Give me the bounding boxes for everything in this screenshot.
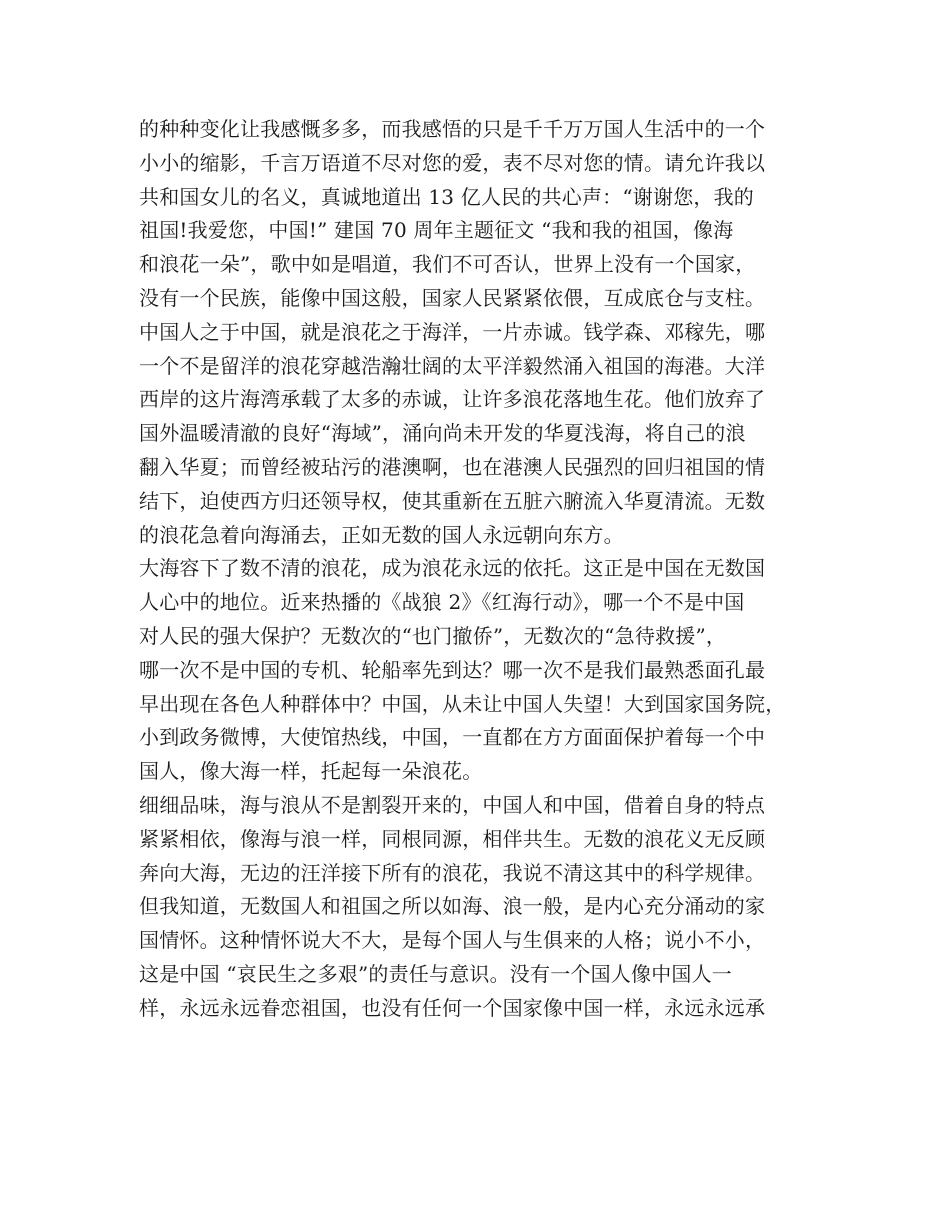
text-line: 祖国!我爱您，中国!” 建国 70 周年主题征文 “我和我的祖国，像海 bbox=[139, 218, 734, 243]
text-line: 翻入华夏；而曾经被玷污的港澳啊，也在港澳人民强烈的回归祖国的情 bbox=[139, 454, 766, 479]
text-line: 和浪花一朵”，歌中如是唱道，我们不可否认，世界上没有一个国家， bbox=[139, 252, 756, 277]
text-line: 一个不是留洋的浪花穿越浩瀚壮阔的太平洋毅然涌入祖国的海港。大洋 bbox=[139, 353, 766, 378]
text-line: 结下，迫使西方归还领导权，使其重新在五脏六腑流入华夏清流。无数 bbox=[139, 488, 766, 513]
text-line: 的浪花急着向海涌去，正如无数的国人永远朝向东方。 bbox=[139, 522, 624, 547]
text-line: 对人民的强大保护？无数次的“也门撤侨”，无数次的“急待救援”， bbox=[139, 623, 727, 648]
text-line: 的种种变化让我感慨多多，而我感悟的只是千千万万国人生活中的一个 bbox=[139, 117, 766, 141]
text-line: 中国人之于中国，就是浪花之于海洋，一片赤诚。钱学森、邓稼先，哪 bbox=[139, 319, 766, 344]
text-line: 细细品味，海与浪从不是割裂开来的，中国人和中国，借着自身的特点 bbox=[139, 792, 766, 817]
text-line: 小小的缩影，千言万语道不尽对您的爱，表不尽对您的情。请允许我以 bbox=[139, 150, 766, 175]
text-line: 样，永远永远眷恋祖国，也没有任何一个国家像中国一样，永远永远承 bbox=[139, 995, 766, 1020]
text-line: 国人，像大海一样，托起每一朵浪花。 bbox=[139, 759, 483, 784]
text-line: 这是中国 “哀民生之多艰”的责任与意识。没有一个国人像中国人一 bbox=[139, 961, 733, 986]
text-line: 小到政务微博，大使馆热线，中国，一直都在方方面面保护着每一个中 bbox=[139, 725, 766, 750]
text-line: 共和国女儿的名义，真诚地道出 13 亿人民的共心声：“谢谢您，我的 bbox=[139, 184, 754, 209]
text-line: 人心中的地位。近来热播的《战狼 2》《红海行动》，哪一个不是中国 bbox=[139, 590, 745, 615]
text-line: 西岸的这片海湾承载了太多的赤诚，让许多浪花落地生花。他们放弃了 bbox=[139, 387, 766, 412]
text-line: 但我知道，无数国人和祖国之所以如海、浪一般，是内心充分涌动的家 bbox=[139, 894, 766, 919]
text-line: 没有一个民族，能像中国这般，国家人民紧紧依偎，互成底仓与支柱。 bbox=[139, 285, 766, 310]
text-line: 国情怀。这种情怀说大不大，是每个国人与生俱来的人格；说小不小， bbox=[139, 928, 766, 953]
text-line: 紧紧相依，像海与浪一样，同根同源，相伴共生。无数的浪花义无反顾 bbox=[139, 826, 766, 851]
text-line: 奔向大海，无边的汪洋接下所有的浪花，我说不清这其中的科学规律。 bbox=[139, 860, 766, 885]
text-line: 国外温暖清澈的良好“海域”，涌向尚未开发的华夏浅海，将自己的浪 bbox=[139, 421, 746, 446]
text-line: 大海容下了数不清的浪花，成为浪花永远的依托。这正是中国在无数国 bbox=[139, 556, 766, 581]
essay-body bbox=[139, 113, 829, 1026]
text-line: 哪一次不是中国的专机、轮船率先到达？哪一次不是我们最熟悉面孔最 bbox=[139, 657, 766, 682]
text-line: 早出现在各色人种群体中？中国，从未让中国人失望！大到国家国务院， bbox=[139, 691, 786, 716]
